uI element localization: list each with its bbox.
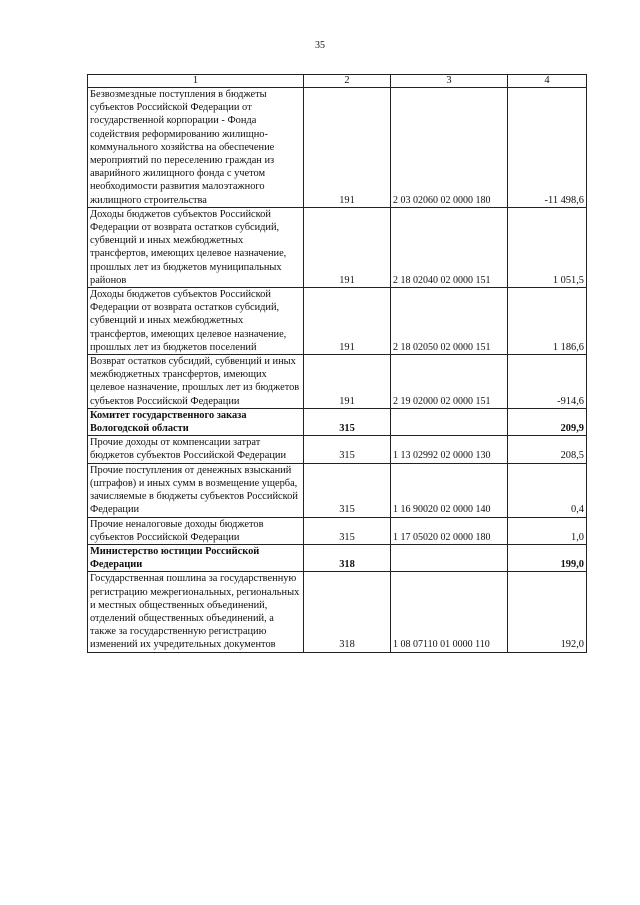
row-amount: -11 498,6 — [508, 88, 587, 208]
table-header-row — [88, 75, 587, 88]
table-row — [88, 517, 587, 544]
table-row — [88, 207, 587, 287]
row-kbk-code: 2 18 02040 02 0000 151 — [391, 207, 508, 287]
table-row — [88, 436, 587, 463]
row-amount: 208,5 — [508, 436, 587, 463]
row-description: Министерство юстиции Российской Федерации — [88, 544, 304, 571]
row-description: Комитет государственного заказа Вологодской области — [88, 408, 304, 435]
row-description: Прочие доходы от компенсации затрат бюджетов субъектов Российской Федерации — [88, 436, 304, 463]
row-kbk-code: 1 17 05020 02 0000 180 — [391, 517, 508, 544]
column-header-1: 1 — [88, 75, 304, 88]
row-amount: -914,6 — [508, 355, 587, 409]
column-header-4: 4 — [508, 75, 587, 88]
row-description: Прочие неналоговые доходы бюджетов субъектов Российской Федерации — [88, 517, 304, 544]
row-kbk-code: 2 18 02050 02 0000 151 — [391, 288, 508, 355]
row-admin-code: 318 — [304, 572, 391, 652]
column-header-3: 3 — [391, 75, 508, 88]
budget-revenue-table — [87, 74, 587, 653]
row-amount: 199,0 — [508, 544, 587, 571]
row-kbk-code: 1 16 90020 02 0000 140 — [391, 463, 508, 517]
row-kbk-code — [391, 544, 508, 571]
row-description: Безвозмездные поступления в бюджеты субъектов Российской Федерации от государственной корпорации - Фонда содействия реформированию жилищно-коммунального хозяйства на обеспечение мероприятий по переселению граждан из аварийного жилищного фонда с учетом необходимости развития малоэтажного жилищного строительства — [88, 88, 304, 208]
table-row — [88, 88, 587, 208]
table-row — [88, 544, 587, 571]
row-admin-code: 318 — [304, 544, 391, 571]
row-description: Государственная пошлина за государственную регистрацию межрегиональных, региональных и местных общественных объединений, отделений общественных объединений, а также за государственную регистрацию изменений их учредительных документов — [88, 572, 304, 652]
row-amount: 0,4 — [508, 463, 587, 517]
row-admin-code: 315 — [304, 436, 391, 463]
table-row — [88, 572, 587, 652]
row-admin-code: 315 — [304, 408, 391, 435]
column-header-2: 2 — [304, 75, 391, 88]
row-description: Возврат остатков субсидий, субвенций и иных межбюджетных трансфертов, имеющих целевое назначение, прошлых лет из бюджетов субъектов Российской Федерации — [88, 355, 304, 409]
row-admin-code: 191 — [304, 88, 391, 208]
row-kbk-code — [391, 408, 508, 435]
row-admin-code: 191 — [304, 355, 391, 409]
row-kbk-code: 2 03 02060 02 0000 180 — [391, 88, 508, 208]
row-kbk-code: 1 13 02992 02 0000 130 — [391, 436, 508, 463]
row-admin-code: 315 — [304, 463, 391, 517]
row-amount: 192,0 — [508, 572, 587, 652]
row-description: Прочие поступления от денежных взысканий (штрафов) и иных сумм в возмещение ущерба, зачисляемые в бюджеты субъектов Российской Федерации — [88, 463, 304, 517]
row-amount: 1,0 — [508, 517, 587, 544]
table-row — [88, 463, 587, 517]
row-kbk-code: 2 19 02000 02 0000 151 — [391, 355, 508, 409]
table-row — [88, 408, 587, 435]
row-admin-code: 315 — [304, 517, 391, 544]
table-row — [88, 355, 587, 409]
row-description: Доходы бюджетов субъектов Российской Федерации от возврата остатков субсидий, субвенций и иных межбюджетных трансфертов, имеющих целевое назначение, прошлых лет из бюджетов муниципальных районов — [88, 207, 304, 287]
table-row — [88, 288, 587, 355]
row-amount: 1 186,6 — [508, 288, 587, 355]
page-number: 35 — [315, 40, 325, 51]
row-admin-code: 191 — [304, 288, 391, 355]
row-description: Доходы бюджетов субъектов Российской Федерации от возврата остатков субсидий, субвенций и иных межбюджетных трансфертов, имеющих целевое назначение, прошлых лет из бюджетов поселений — [88, 288, 304, 355]
row-amount: 209,9 — [508, 408, 587, 435]
row-kbk-code: 1 08 07110 01 0000 110 — [391, 572, 508, 652]
row-admin-code: 191 — [304, 207, 391, 287]
row-amount: 1 051,5 — [508, 207, 587, 287]
